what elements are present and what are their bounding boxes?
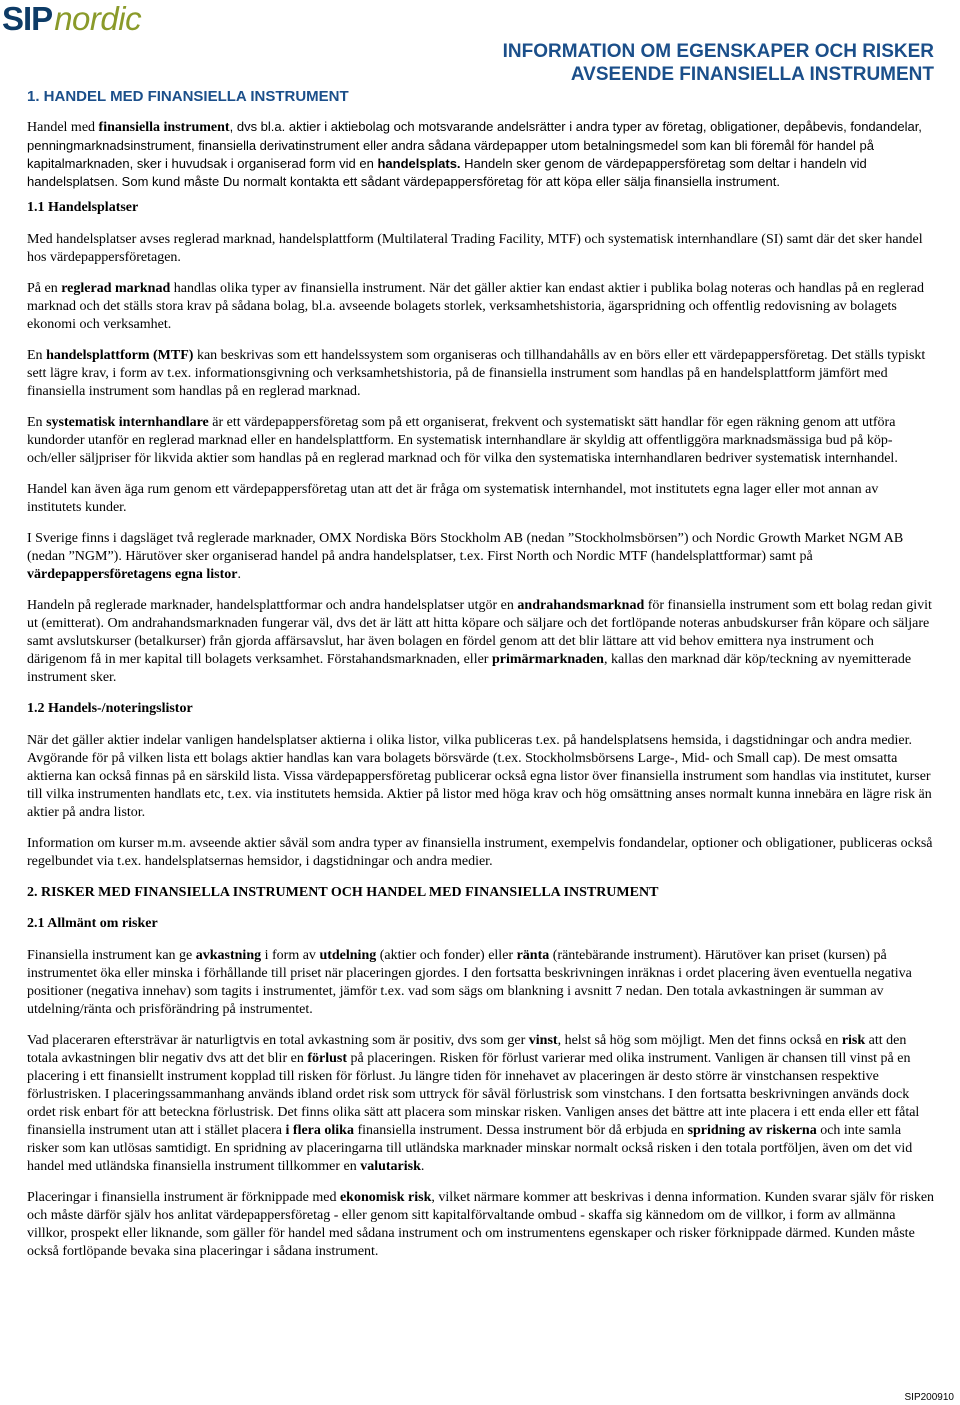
intro-paragraph bbox=[27, 118, 936, 191]
intro-text-3: Handeln sker genom de värdepappersföretag som deltar i handeln vid handelsplatsen. Som kund måste Du normalt kontakta ett sådant värdepappersföretag för att köpa eller sälja finansiella instrument. bbox=[27, 156, 867, 189]
paragraph-handel-aga-rum: Handel kan även äga rum genom ett värdepappersföretag utan att det är fråga om systematisk internhandel, mot institutets egna lager eller mot annan av institutets kunder. bbox=[27, 482, 879, 515]
intro-text-2: , dvs bl.a. aktier i aktiebolag och motsvarande andelsrätter i andra typer av företag, obligationer, depåbevis, fondandelar, penningmarknadsinstrument, finansiella derivatinstrument eller andra sådana värdepapper utom betalningsmedel som kan bli föremål för handel på kapitalmarknaden, sker i huvudsak i organiserad form vid en bbox=[27, 119, 922, 171]
document-title-line2: AVSEENDE FINANSIELLA INSTRUMENT bbox=[570, 64, 934, 85]
text-run: (aktier och fonder) eller bbox=[376, 948, 517, 963]
bold-run: ekonomisk risk bbox=[339, 1190, 432, 1205]
text-run: att den totala avkastningen blir negativ dvs att det blir en bbox=[27, 1033, 907, 1066]
text-run: i form av bbox=[261, 948, 320, 963]
text-run: I Sverige finns i dagsläget två reglerade marknader, OMX Nordiska Börs Stockholm AB (nedan ”Stockholmsbörsen”) och Nordic Growth Market NGM AB (nedan ”NGM”). Härutöver sker organiserad handel på andra handelsplatser, t.ex. First North och Nordic MTF (handelsplattformar) samt på bbox=[27, 531, 904, 564]
text-run: , helst så hög som möjligt. Men det finns också en bbox=[557, 1033, 842, 1048]
text-run: På en bbox=[27, 281, 62, 296]
intro-text-1: Handel med bbox=[27, 120, 99, 135]
paragraph-vinst-risk bbox=[27, 1032, 936, 1176]
paragraph-listor: När det gäller aktier indelar vanligen handelsplatser aktierna i olika listor, vilka publiceras t.ex. på handelsplatsens hemsida, i dagstidningar och andra medier. Avgörande för på vilken lista ett bolags aktier handlas kan vara bolagets börsvärde (t.ex. Stockholmsbörsens Large-, Mid- och Small cap). De mest omsatta aktierna kan också finnas på en särskild lista. Vissa värdepappersföretag publicerar också egna listor över finansiella instrument som handlas via institutet, kurser till vilka instrumenten handlats etc, t.ex. via institutets hemsida. Aktier på listor med höga krav och hög omsättning anses normalt kunna innebära en lägre risk än aktier på andra listor. bbox=[27, 733, 932, 820]
logo-nordic-text: nordic bbox=[54, 0, 142, 37]
paragraph-sverige bbox=[27, 530, 936, 584]
footer-document-code: SIP200910 bbox=[904, 1392, 954, 1403]
text-run: Vad placeraren eftersträvar är naturligtvis en total avkastning som är positiv, dvs som ger bbox=[27, 1033, 529, 1048]
text-run: kan beskrivas som ett handelssystem som organiseras och tillhandahålls av en börs eller ett värdepappersföretag. Det ställs typiskt sett lägre krav, i form av t.ex. informationsgivning och verksamhetshistoria, på de finansiella instrument som handlas på en handelsplattform jämfört med finansiella instrument som handlas på en reglerad marknad. bbox=[27, 348, 926, 399]
paragraph-avkastning bbox=[27, 947, 936, 1019]
bold-run: reglerad marknad bbox=[61, 281, 171, 296]
text-run: Handeln på reglerade marknader, handelsplattformar och andra handelsplatser utgör en bbox=[27, 598, 518, 613]
text-run: för finansiella instrument som ett bolag redan givit ut (emitterat). Om andrahandsmarknaden fungerar väl, dvs det är lätt att hitta köpare och säljare och det fortlöpande noteras anbudskurser från köpare och säljare samt avslutskurser (betalkurser) från gjorda affärsavslut, har även bolagen en fördel genom att det blir lättare att vid behov emittera nya instrument och därigenom få in mer kapital till bolagets verksamhet. Förstahandsmarknaden, eller bbox=[27, 598, 932, 667]
text-run: på placeringen. Risken för förlust varierar med olika instrument. Vanligen är chansen till vinst på en placering i ett finansiellt instrument kopplad till risken för förlust. Ju längre tiden för innehavet av placeringen är desto större är vinstchansen respektive förlustrisken. I placeringssammanhang används ibland ordet risk som uttryck för såväl förlustrisk som vinstchans. I den fortsatta beskrivningen används dock ordet risk enbart för att beteckna förlustrisk. Det finns olika sätt att placera som minskar risken. Vanligen anses det bättre att inte placera i ett enda eller ett fåtal finansiella instrument utan att i stället placera bbox=[27, 1051, 920, 1138]
text-run: En bbox=[27, 415, 47, 430]
paragraph-ekonomisk-risk bbox=[27, 1189, 936, 1261]
text-run: . bbox=[420, 1159, 425, 1174]
sip-nordic-logo bbox=[2, 0, 141, 40]
intro-bold-1: finansiella instrument bbox=[98, 120, 230, 135]
paragraph-kurser: Information om kurser m.m. avseende aktier såväl som andra typer av finansiella instrument, exempelvis fondandelar, optioner och obligationer, publiceras också regelbundet via t.ex. handelsplatsernas hemsidor, i dagstidningar och andra medier. bbox=[27, 836, 933, 869]
subheading-2-1: 2.1 Allmänt om risker bbox=[27, 916, 158, 931]
bold-run: valutarisk bbox=[360, 1159, 421, 1174]
bold-run: systematisk internhandlare bbox=[46, 415, 209, 430]
bold-run: spridning av riskerna bbox=[687, 1123, 817, 1138]
text-run: finansiella instrument. Dessa instrument bör då erbjuda en bbox=[353, 1123, 688, 1138]
paragraph-reglerad-marknad bbox=[27, 280, 936, 334]
bold-run: handelsplattform (MTF) bbox=[46, 348, 194, 363]
text-run: är ett värdepappersföretag som på ett organiserat, frekvent och systematiskt sätt handlar för egen räkning genom att utföra kundorder utanför en reglerad marknad eller en handelsplattform. En systematisk internhandlare är skyldig att offentliggöra marknadsmässiga bud på köp- och/eller säljpriser för likvida aktier som handlas på en reglerad marknad och för vilka den systematiska internhandlaren bedriver systematisk internhandel. bbox=[27, 415, 898, 466]
text-run: . bbox=[237, 567, 241, 582]
bold-run: andrahandsmarknad bbox=[517, 598, 645, 613]
bold-run: primärmarknaden bbox=[491, 652, 604, 667]
subheading-1-2: 1.2 Handels-/noteringslistor bbox=[27, 701, 193, 716]
bold-run: risk bbox=[841, 1033, 866, 1048]
text-run: , kallas den marknad där köp/teckning av nyemitterade instrument sker. bbox=[27, 652, 912, 685]
text-run: (räntebärande instrument). Härutöver kan priset (kursen) på instrumentet öka eller minska i förhållande till priset när placeringen gjordes. I den fortsatta beskrivningen inräknas i ordet placering även eventuella negativa positioner (negativa innehav) som tagits i instrumentet, jämför t.ex. vad som sägs om blankning i avsnitt 7 nedan. Den totala avkastningen är summan av utdelning/ränta och prisförändring på instrumentet. bbox=[27, 948, 912, 1017]
subheading-1-1: 1.1 Handelsplatser bbox=[27, 200, 139, 215]
text-run: En bbox=[27, 348, 47, 363]
section2-heading: 2. RISKER MED FINANSIELLA INSTRUMENT OCH HANDEL MED FINANSIELLA INSTRUMENT bbox=[27, 885, 659, 900]
document-body bbox=[27, 118, 936, 1274]
logo-sip-text: SIP bbox=[2, 0, 53, 37]
bold-run: värdepappersföretagens egna listor bbox=[27, 567, 238, 582]
bold-run: förlust bbox=[307, 1051, 347, 1066]
text-run: handlas olika typer av finansiella instrument. När det gäller aktier kan endast aktier i publika bolag noteras och handlas på en reglerad marknad och det ställs stora krav på sådana bolag, bl.a. avseende bolagets storlek, verksamhetshistoria, ägarspridning och offentlig redovisning av bolagets ekonomi och verksamhet. bbox=[27, 281, 925, 332]
bold-run: i flera olika bbox=[285, 1123, 354, 1138]
paragraph-mtf bbox=[27, 347, 936, 401]
paragraph-systematisk-internhandlare bbox=[27, 414, 936, 468]
paragraph-handelsplatser: Med handelsplatser avses reglerad marknad, handelsplattform (Multilateral Trading Facility, MTF) och systematisk internhandlare (SI) samt där det sker handel hos värdepappersföretagen. bbox=[27, 232, 923, 265]
section1-heading: 1. HANDEL MED FINANSIELLA INSTRUMENT bbox=[27, 88, 349, 105]
document-title bbox=[374, 40, 934, 86]
text-run: och inte samla risker som kan utlösas samtidigt. En spridning av placeringarna till utländska marknader minskar normalt också risken i den totala portföljen, även om det vid handel med utländska finansiella instrument tillkommer en bbox=[27, 1123, 913, 1174]
bold-run: avkastning bbox=[195, 948, 262, 963]
intro-bold-2: handelsplats. bbox=[377, 156, 461, 171]
paragraph-andrahandsmarknad bbox=[27, 597, 936, 687]
text-run: Placeringar i finansiella instrument är förknippade med bbox=[27, 1190, 340, 1205]
bold-run: utdelning bbox=[319, 948, 377, 963]
bold-run: vinst bbox=[528, 1033, 558, 1048]
document-title-line1: INFORMATION OM EGENSKAPER OCH RISKER bbox=[502, 41, 934, 62]
text-run: Finansiella instrument kan ge bbox=[27, 948, 196, 963]
bold-run: ränta bbox=[516, 948, 550, 963]
text-run: , vilket närmare kommer att beskrivas i denna information. Kunden svarar själv för risken och måste därför själv hos anlitat värdepappersföretag - eller genom sitt kapitalförvaltande ombud - skaffa sig kännedom om de villkor, i form av allmänna villkor, prospekt eller liknande, som gäller för handel med sådana instrument och om instrumentens egenskaper och risker förknippade därmed. Kunden måste också fortlöpande bevaka sina placeringar i sådana instrument. bbox=[27, 1190, 935, 1259]
